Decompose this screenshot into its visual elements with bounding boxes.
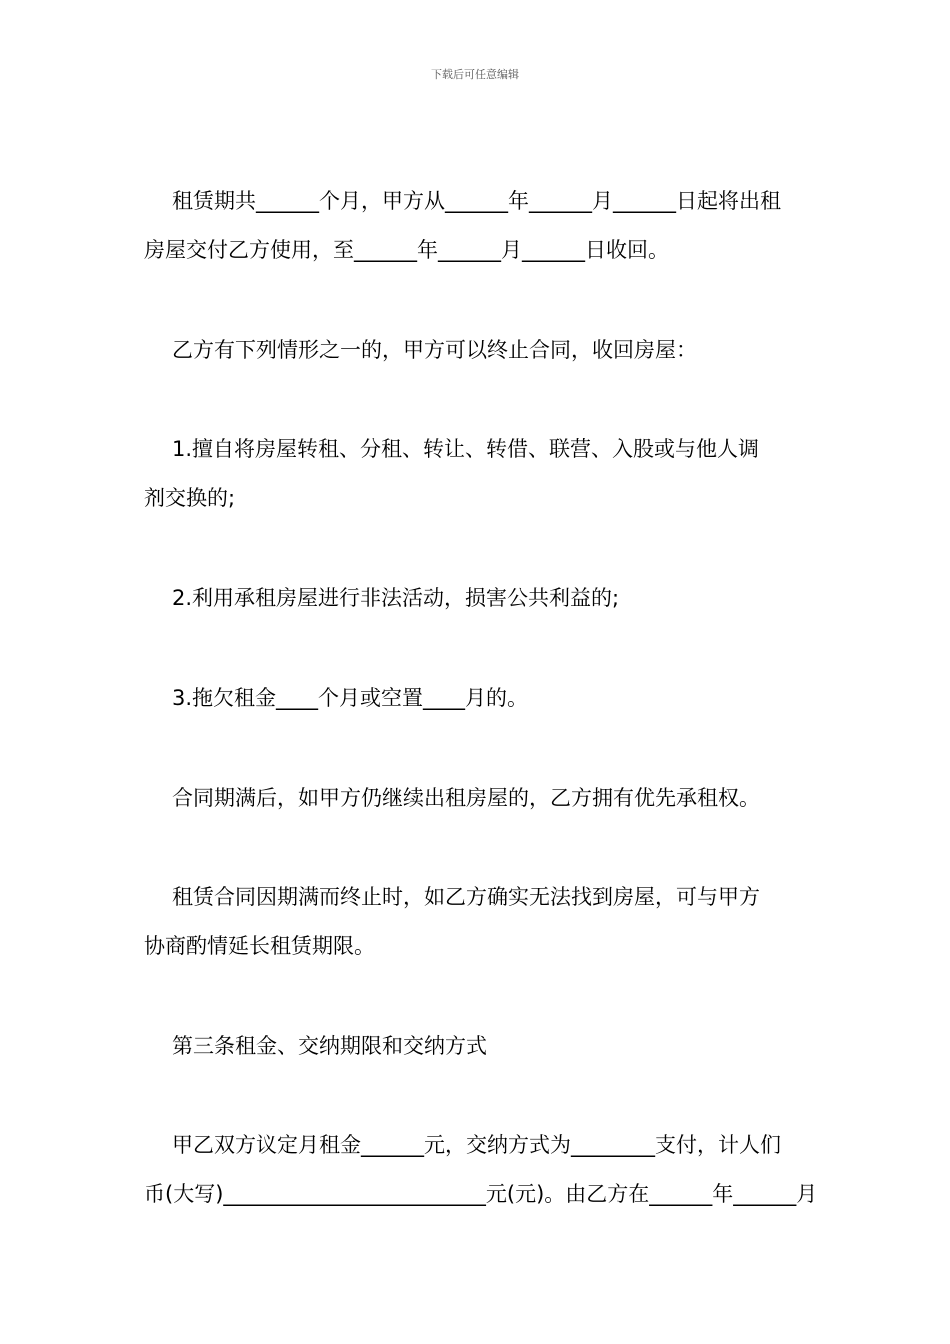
- text-line: 乙方有下列情形之一的，甲方可以终止合同，收回房屋：: [172, 338, 697, 362]
- text-line: 房屋交付乙方使用，至______年______月______日收回。: [144, 238, 669, 262]
- text-line: 剂交换的;: [144, 486, 236, 510]
- paragraph-lease-term: [144, 177, 814, 275]
- section-heading-article-3: [144, 1022, 814, 1071]
- text-line: 第三条租金、交纳期限和交纳方式: [172, 1034, 487, 1058]
- text-line: 币(大写)_________________________元(元)。由乙方在______年______月: [144, 1182, 818, 1206]
- text-line: 2.利用承租房屋进行非法活动，损害公共利益的;: [172, 586, 620, 610]
- paragraph-item-2: [144, 574, 814, 623]
- text-line: 租赁合同因期满而终止时，如乙方确实无法找到房屋，可与甲方: [172, 885, 760, 909]
- page-header: 下载后可任意编辑: [431, 68, 519, 81]
- text-line: 协商酌情延长租赁期限。: [144, 934, 375, 958]
- text-line: 甲乙双方议定月租金______元，交纳方式为________支付，计人们: [172, 1133, 781, 1157]
- text-line: 合同期满后，如甲方仍继续出租房屋的，乙方拥有优先承租权。: [172, 786, 760, 810]
- paragraph-termination-conditions: [144, 326, 814, 375]
- text-line: 1.擅自将房屋转租、分租、转让、转借、联营、入股或与他人调: [172, 437, 760, 461]
- paragraph-renewal-priority: [144, 774, 814, 823]
- paragraph-rent-payment: [144, 1121, 818, 1219]
- paragraph-item-3: [144, 674, 814, 723]
- paragraph-extension: [144, 873, 814, 971]
- text-line: 租赁期共______个月，甲方从______年______月______日起将出租: [172, 189, 781, 213]
- text-line: 3.拖欠租金____个月或空置____月的。: [172, 686, 529, 710]
- paragraph-item-1: [144, 425, 814, 523]
